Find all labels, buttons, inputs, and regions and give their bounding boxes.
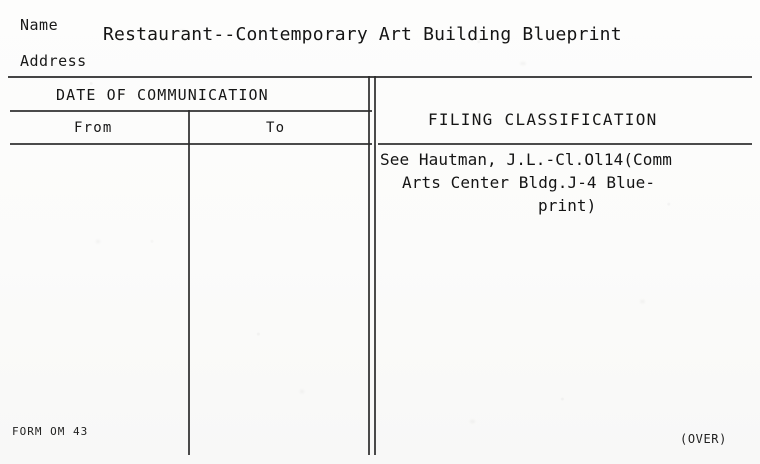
name-label: Name: [20, 16, 59, 34]
to-caption: To: [266, 120, 286, 136]
scan-speck: [520, 62, 526, 65]
address-label: Address: [20, 52, 87, 70]
name-value: Restaurant--Contemporary Art Building Blueprint: [103, 24, 622, 45]
from-caption: From: [74, 120, 113, 136]
scan-speck: [180, 30, 185, 33]
vertical-rule-column-divider-right: [374, 76, 376, 455]
horizontal-rule-under-date-caption: [10, 110, 372, 112]
scan-speck: [640, 300, 645, 303]
horizontal-rule-top: [8, 76, 752, 78]
filing-classification-line: print): [538, 196, 597, 215]
date-of-communication-caption: DATE OF COMMUNICATION: [56, 86, 269, 104]
vertical-rule-from-to-divider: [188, 110, 190, 455]
filing-classification-entry: [380, 148, 752, 217]
vertical-rule-column-divider-left: [368, 76, 370, 455]
filing-classification-line: See Hautman, J.L.-Cl.Ol14(Comm: [380, 150, 672, 169]
over-note: (OVER): [680, 432, 727, 446]
scan-speck: [470, 420, 475, 423]
horizontal-rule-under-from-to: [10, 143, 372, 145]
scan-speck: [300, 390, 304, 393]
form-number: FORM OM 43: [12, 425, 89, 438]
horizontal-rule-under-filing-caption: [378, 143, 752, 145]
filing-classification-caption: FILING CLASSIFICATION: [428, 110, 658, 129]
filing-classification-line: Arts Center Bldg.J-4 Blue-: [402, 173, 656, 192]
scan-speck: [96, 240, 100, 243]
